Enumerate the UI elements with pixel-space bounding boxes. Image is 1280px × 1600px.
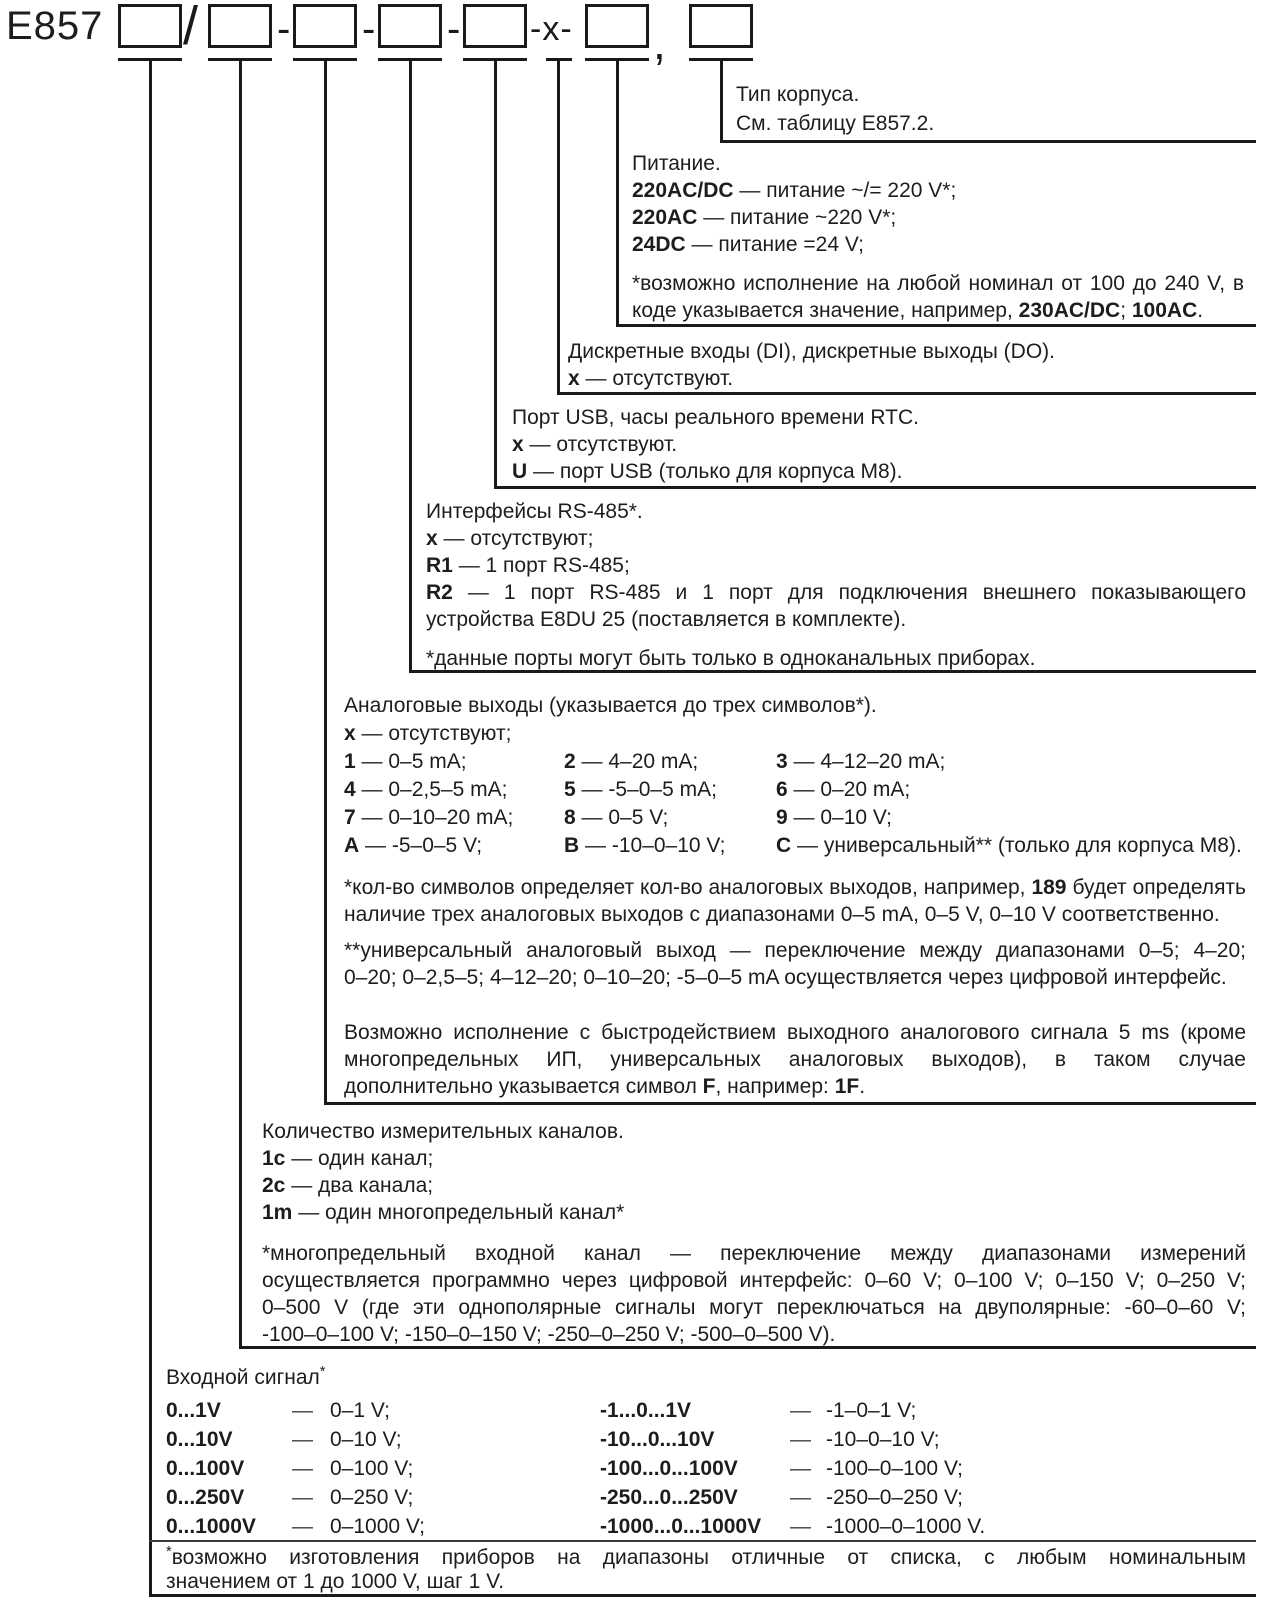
- code-separator-dash-2: -: [362, 7, 376, 51]
- input-range: -10–0–10 V;: [826, 1428, 940, 1451]
- analog-option: C — универсальный** (только для корпуса M8).: [776, 834, 1242, 857]
- analog-option: 1 — 0–5 mA;: [344, 750, 467, 773]
- input-range: -1–0–1 V;: [826, 1399, 917, 1422]
- analog-option: 2 — 4–20 mA;: [564, 750, 699, 773]
- analog-outputs-heading: Аналоговые выходы (указывается до трех символов*).: [344, 694, 877, 717]
- dash: —: [292, 1399, 313, 1422]
- housing-line-1: Тип корпуса.: [736, 83, 860, 106]
- power-option: 24DC — питание =24 V;: [632, 233, 864, 256]
- code-box-analog-outputs: [293, 4, 357, 48]
- channels-option: 1m — один многопредельный канал*: [262, 1201, 625, 1224]
- vline-housing: [720, 58, 723, 143]
- analog-option: 6 — 0–20 mA;: [776, 778, 911, 801]
- code-separator-slash: /: [183, 0, 199, 56]
- analog-speed-note-line-3: дополнительно указывается символ F, например: 1F.: [344, 1075, 866, 1098]
- code-separator-x-di-do: -x-: [530, 10, 573, 48]
- analog-speed-note-line-1: Возможно исполнение с быстродействием выходного аналогового сигнала 5 ms (кроме: [344, 1021, 1246, 1044]
- usb-rtc-block: [512, 404, 1252, 485]
- dash: —: [790, 1457, 811, 1480]
- analog-option: 3 — 4–12–20 mA;: [776, 750, 946, 773]
- channels-note-line-2: осуществляется программно через цифровой интерфейс: 0–60 V; 0–100 V; 0–150 V; 0–250 V;: [262, 1269, 1246, 1292]
- vline-rs485: [409, 58, 412, 673]
- input-code: 0...1000V: [166, 1515, 256, 1538]
- analog-note1-line-1: *кол-во символов определяет кол-во аналоговых выходов, например, 189 будет определять: [344, 876, 1246, 899]
- input-range: -1000–0–1000 V.: [826, 1515, 986, 1538]
- vline-power: [616, 58, 619, 327]
- input-signal-heading-row: [166, 1364, 1246, 1391]
- vline-channels: [239, 58, 242, 1349]
- input-footnote-line-2: значением от 1 до 1000 V, шаг 1 V.: [166, 1570, 505, 1593]
- input-code: -1000...0...1000V: [600, 1515, 762, 1538]
- analog-option: B — -10–0–10 V;: [564, 834, 726, 857]
- power-note-line-2: коде указывается значение, например, 230AC/DC; 100AC.: [632, 299, 1204, 322]
- input-code: 0...250V: [166, 1486, 245, 1509]
- di-do-block: [568, 338, 1248, 392]
- di-do-heading: Дискретные входы (DI), дискретные выходы (DO).: [568, 340, 1055, 363]
- dash: —: [292, 1428, 313, 1451]
- input-code: -100...0...100V: [600, 1457, 738, 1480]
- channels-note-line-1: *многопредельный входной канал — переключение между диапазонами измерений: [262, 1242, 1246, 1265]
- power-option: 220AC — питание ~220 V*;: [632, 206, 897, 229]
- analog-option: 8 — 0–5 V;: [564, 806, 669, 829]
- power-option: 220AC/DC — питание ~/= 220 V*;: [632, 179, 957, 202]
- rs485-block: [426, 498, 1246, 672]
- code-box-usb-rtc: [463, 4, 527, 48]
- analog-speed-note-line-2: многопредельных ИП, универсальных аналоговых выходов), в таком случае: [344, 1048, 1246, 1071]
- code-box-rs485: [378, 4, 442, 48]
- model-designation: E857: [6, 4, 104, 48]
- channels-block: [262, 1118, 1246, 1348]
- rs485-option-r2-line-2: устройства E8DU 25 (поставляется в комплекте).: [426, 608, 907, 631]
- analog-outputs-block: [344, 692, 1246, 1100]
- analog-option: 9 — 0–10 V;: [776, 806, 892, 829]
- rule-di-do: [557, 392, 1256, 395]
- vline-input-signal: [149, 58, 152, 1597]
- input-code: -250...0...250V: [600, 1486, 738, 1509]
- rule-analog-outputs: [324, 1102, 1256, 1105]
- rs485-option: x — отсутствуют;: [426, 527, 594, 550]
- rule-housing: [720, 140, 1256, 143]
- di-do-option: x — отсутствуют.: [568, 367, 734, 390]
- channels-note-line-3: 0–500 V (где эти однополярные сигналы могут переключаться на двуполярные: -60–0–60 V;: [262, 1296, 1246, 1319]
- code-separator-comma: ,: [653, 17, 666, 69]
- usb-rtc-option: x — отсутствуют.: [512, 433, 678, 456]
- code-box-input-signal: [118, 4, 182, 48]
- vline-usb-rtc: [494, 58, 497, 489]
- channels-note-line-4: -100–0–100 V; -150–0–150 V; -250–0–250 V; -500–0–500 V).: [262, 1323, 836, 1346]
- input-range: -250–0–250 V;: [826, 1486, 964, 1509]
- input-code: 0...10V: [166, 1428, 233, 1451]
- rs485-note: *данные порты могут быть только в одноканальных приборах.: [426, 647, 1036, 670]
- analog-outputs-none-option: x — отсутствуют;: [344, 722, 512, 745]
- channels-option: 2c — два канала;: [262, 1174, 434, 1197]
- rs485-option-r2-line-1: R2 — 1 порт RS-485 и 1 порт для подключения внешнего показывающего: [426, 581, 1246, 604]
- input-signal-table: [166, 1396, 1246, 1541]
- channels-option: 1c — один канал;: [262, 1147, 434, 1170]
- power-note-line-1: *возможно исполнение на любой номинал от 100 до 240 V, в: [632, 272, 1244, 295]
- housing-block: [736, 80, 1236, 138]
- channels-heading: Количество измерительных каналов.: [262, 1120, 624, 1143]
- vline-analog-outputs: [324, 58, 327, 1105]
- vline-di-do: [557, 58, 560, 395]
- rule-power: [616, 324, 1256, 327]
- dash: —: [790, 1399, 811, 1422]
- dash: —: [292, 1515, 313, 1538]
- input-range: 0–1000 V;: [330, 1515, 425, 1538]
- analog-note2-line-2: 0–20; 0–2,5–5; 4–12–20; 0–10–20; -5–0–5 mA осуществляется через цифровой интерфейс.: [344, 966, 1227, 989]
- housing-line-2: См. таблицу E857.2.: [736, 112, 935, 135]
- code-box-housing: [689, 4, 753, 48]
- dash: —: [292, 1486, 313, 1509]
- analog-option: 5 — -5–0–5 mA;: [564, 778, 717, 801]
- dash: —: [790, 1428, 811, 1451]
- rule-diagram-bottom: [149, 1594, 1256, 1597]
- rs485-heading: Интерфейсы RS-485*.: [426, 500, 643, 523]
- rs485-option: R1 — 1 порт RS-485;: [426, 554, 630, 577]
- code-box-power: [585, 4, 649, 48]
- input-range: 0–1 V;: [330, 1399, 390, 1422]
- input-signal-footnote: [166, 1546, 1246, 1594]
- usb-rtc-option: U — порт USB (только для корпуса M8).: [512, 460, 903, 483]
- input-signal-heading: Входной сигнал*: [166, 1364, 326, 1389]
- input-code: 0...100V: [166, 1457, 245, 1480]
- dash: —: [790, 1486, 811, 1509]
- analog-outputs-option-grid: [344, 748, 1246, 860]
- input-range: -100–0–100 V;: [826, 1457, 964, 1480]
- dash: —: [790, 1515, 811, 1538]
- code-separator-dash-3: -: [447, 7, 461, 51]
- input-range: 0–250 V;: [330, 1486, 414, 1509]
- usb-rtc-heading: Порт USB, часы реального времени RTC.: [512, 406, 919, 429]
- input-code: 0...1V: [166, 1399, 221, 1422]
- input-code: -1...0...1V: [600, 1399, 692, 1422]
- input-code: -10...0...10V: [600, 1428, 715, 1451]
- analog-option: 4 — 0–2,5–5 mA;: [344, 778, 508, 801]
- analog-option: A — -5–0–5 V;: [344, 834, 483, 857]
- code-separator-dash-1: -: [277, 7, 291, 51]
- power-block: [632, 150, 1244, 324]
- analog-note1-line-2: наличие трех аналоговых выходов с диапазонами 0–5 mA, 0–5 V, 0–10 V соответственно.: [344, 903, 1220, 926]
- rule-usb-rtc: [494, 486, 1256, 489]
- analog-note2-line-1: **универсальный аналоговый выход — переключение между диапазонами 0–5; 4–20;: [344, 939, 1246, 962]
- input-range: 0–10 V;: [330, 1428, 402, 1451]
- input-range: 0–100 V;: [330, 1457, 414, 1480]
- dash: —: [292, 1457, 313, 1480]
- power-heading: Питание.: [632, 152, 721, 175]
- input-footnote-line-1: *возможно изготовления приборов на диапазоны отличные от списка, с любым номинальным: [166, 1544, 1246, 1569]
- analog-option: 7 — 0–10–20 mA;: [344, 806, 514, 829]
- code-box-channels: [208, 4, 272, 48]
